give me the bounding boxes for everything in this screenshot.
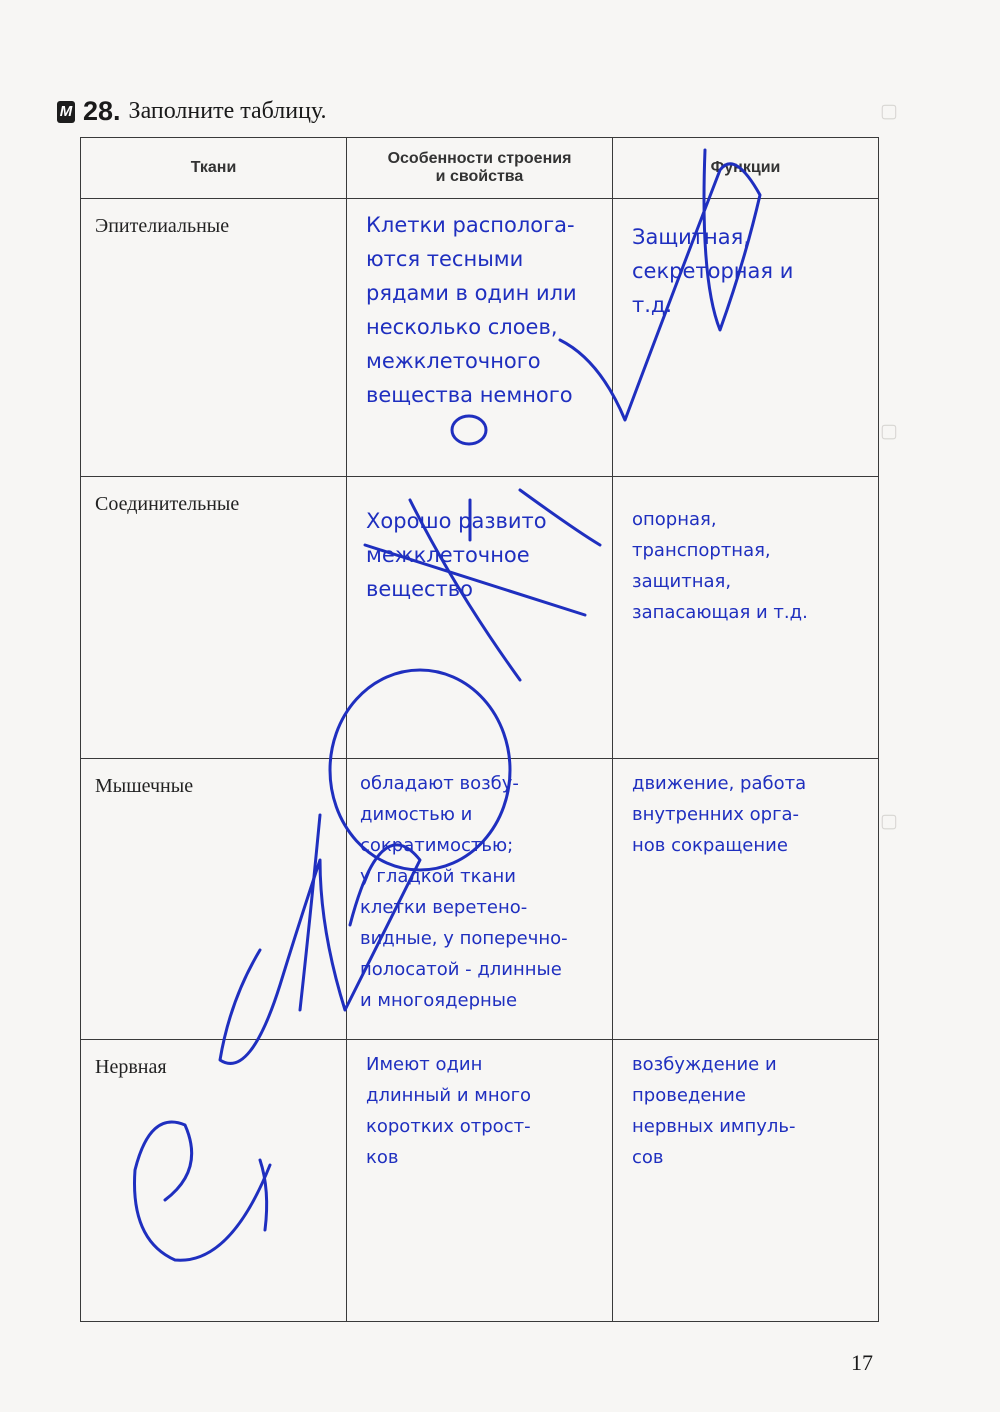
- table-row: [81, 477, 879, 759]
- task-header: [57, 96, 327, 127]
- structure-answer: обладают возбу- димостью и сократимостью; у гладкой ткани клетки веретено- видные, у поперечно- полосатой - длинные и многоядерные: [360, 773, 568, 1011]
- header-functions: Функции: [613, 138, 879, 199]
- functions-answer: Защитная, секреторная и т.д.: [632, 225, 794, 317]
- structure-answer: Хорошо развито межклеточное вещество: [366, 509, 547, 601]
- bleed-through-mark: ▢: [880, 811, 898, 832]
- task-number: 28.: [83, 96, 121, 126]
- tissue-name: Мышечные: [81, 759, 347, 1040]
- structure-cell: [347, 1040, 613, 1322]
- bleed-through-mark: ▢: [880, 421, 898, 442]
- task-instruction: Заполните таблицу.: [128, 98, 327, 124]
- functions-answer: движение, работа внутренних орга- нов сокращение: [632, 773, 807, 856]
- functions-cell: [613, 1040, 879, 1322]
- table-row: [81, 1040, 879, 1322]
- functions-answer: опорная, транспортная, защитная, запасающая и т.д.: [632, 509, 808, 623]
- table-row: [81, 759, 879, 1040]
- header-tissues: Ткани: [81, 138, 347, 199]
- structure-cell: [347, 477, 613, 759]
- table-row: [81, 199, 879, 477]
- functions-answer: возбуждение и проведение нервных импуль- сов: [632, 1054, 796, 1168]
- bleed-through-mark: ▢: [880, 101, 898, 122]
- page-number: 17: [851, 1350, 873, 1375]
- functions-cell: [613, 759, 879, 1040]
- structure-answer: Клетки располога- ются тесными рядами в один или несколько слоев, межклеточного вещества немного: [366, 213, 577, 407]
- tissue-name: Нервная: [81, 1040, 347, 1322]
- header-structure: Особенности строения и свойства: [347, 138, 613, 199]
- table-header-row: [81, 138, 879, 199]
- functions-cell: [613, 199, 879, 477]
- tissue-name: Эпителиальные: [81, 199, 347, 477]
- functions-cell: [613, 477, 879, 759]
- tissue-name: Соединительные: [81, 477, 347, 759]
- tissues-table: [80, 137, 879, 1322]
- m-badge-icon: М: [57, 101, 75, 123]
- structure-cell: [347, 199, 613, 477]
- structure-answer: Имеют один длинный и много коротких отрост- ков: [366, 1054, 532, 1168]
- structure-cell: [347, 759, 613, 1040]
